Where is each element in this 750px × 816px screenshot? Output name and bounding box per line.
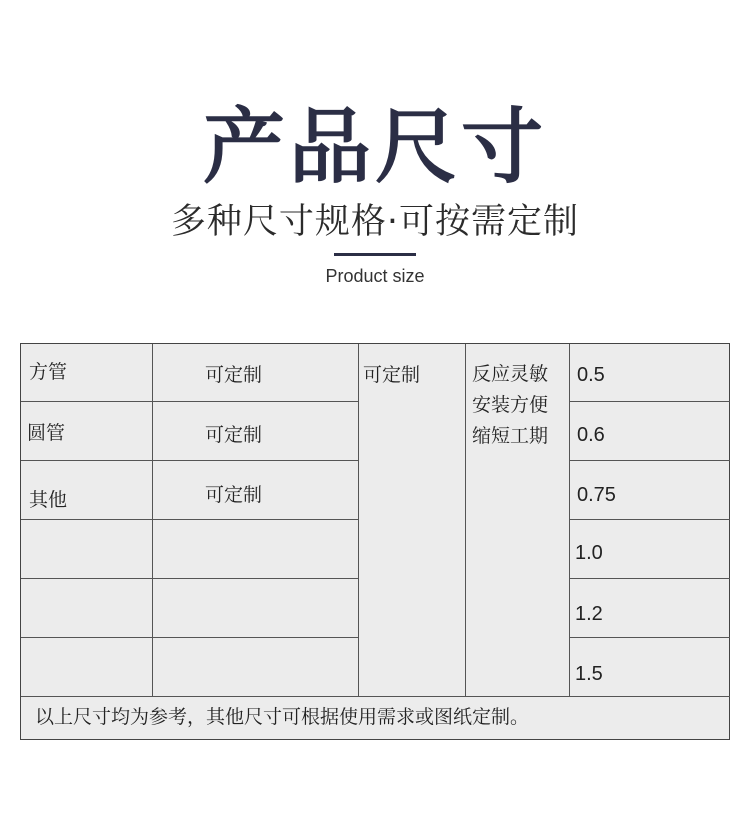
column-divider: [465, 344, 466, 696]
size-cell: 可定制: [205, 424, 263, 446]
value-cell: 1.2: [575, 603, 603, 625]
size-spec-table: [20, 343, 730, 740]
value-cell: 1.5: [575, 663, 603, 685]
row-divider: [21, 401, 358, 402]
table-note: 以上尺寸均为参考，其他尺寸可根据使用需求或图纸定制。: [35, 706, 530, 728]
value-cell: 0.6: [577, 424, 605, 446]
row-divider: [569, 578, 730, 579]
column-divider: [358, 344, 359, 696]
customizable-cell: 可定制: [363, 364, 421, 386]
column-divider: [569, 344, 570, 696]
type-cell: 圆管: [27, 422, 66, 444]
row-divider: [569, 637, 730, 638]
value-cell: 1.0: [575, 542, 603, 564]
feature-line: 反应灵敏: [472, 363, 549, 385]
type-cell: 其他: [29, 489, 68, 511]
row-divider: [21, 519, 358, 520]
column-divider: [152, 344, 153, 696]
row-divider: [21, 578, 358, 579]
english-subtitle: Product size: [325, 266, 425, 286]
row-divider: [21, 460, 358, 461]
type-cell: 方管: [29, 361, 68, 383]
page-title: 产品尺寸: [202, 100, 547, 195]
row-divider: [569, 460, 730, 461]
row-divider: [569, 401, 730, 402]
size-cell: 可定制: [205, 364, 263, 386]
row-divider: [21, 637, 358, 638]
row-divider: [569, 519, 730, 520]
size-cell: 可定制: [205, 484, 263, 506]
title-divider: [334, 253, 416, 256]
value-cell: 0.5: [577, 364, 605, 386]
value-cell: 0.75: [577, 484, 616, 506]
feature-line: 缩短工期: [472, 425, 549, 447]
note-divider: [21, 696, 730, 697]
feature-line: 安装方便: [472, 394, 549, 416]
page-subtitle: 多种尺寸规格·可按需定制: [170, 202, 580, 242]
